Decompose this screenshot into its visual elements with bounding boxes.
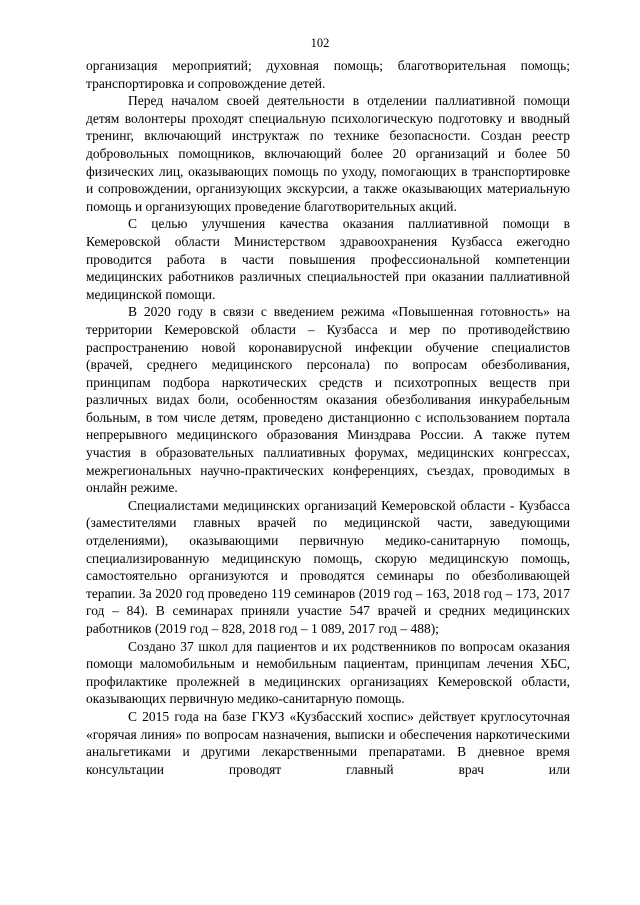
paragraph-seminars: Специалистами медицинских организаций Кемеровской области - Кузбасса (заместителями главных врачей по медицинской части, заведующими отделениями), оказывающими первичную медико-санитарную помощь, специализированную медицинскую помощь, скорую медицинскую помощь, самостоятельно организуются и проводятся семинары по обезболивающей терапии. За 2020 год проведено 119 семинаров (2019 год – 163, 2018 год – 173, 2017 год – 84). В семинарах приняли участие 547 врачей и средних медицинских работников (2019 год – 828, 2018 год – 1 089, 2017 год – 488); (86, 497, 570, 636)
page-number: 102 (310, 36, 330, 50)
paragraph-2020-remote-training: В 2020 году в связи с введением режима «Повышенная готовность» на территории Кемеровской области – Кузбасса и мер по противодействию распространению новой коронавирусной инфекции обучение специалистов (врачей, среднего медицинского персонала) по вопросам обезболивания, принципам подбора наркотических средств и психотропных веществ при различных видах боли, особенностям оказания обезболивания инкурабельным больным, в том числе детям, проведено дистанционно с использованием портала непрерывного медицинского образования Минздрава России. А также путем участия в образовательных паллиативных форумах, медицинских конгрессах, межрегиональных научно-практических конференциях, съездах, проводимых в онлайн режиме. (86, 304, 570, 496)
body-text (86, 57, 570, 778)
paragraph-hotline: С 2015 года на базе ГКУЗ «Кузбасский хоспис» действует круглосуточная «горячая линия» по вопросам назначения, выписки и обеспечения наркотическими анальгетиками и другими лекарственными препаратами. В дневное время консультации проводят главный врач или (86, 708, 570, 777)
paragraph-quality-improvement: С целью улучшения качества оказания паллиативной помощи в Кемеровской области Министерством здравоохранения Кузбасса ежегодно проводится работа в части повышения профессиональной компетенции медицинских работников различных специальностей при оказании паллиативной медицинской помощи. (86, 216, 570, 302)
paragraph-patient-schools: Создано 37 школ для пациентов и их родственников по вопросам оказания помощи маломобильным и немобильным пациентам, принципам лечения ХБС, профилактике пролежней в медицинских организациях Кемеровской области, оказывающих первичную медико-санитарную помощь. (86, 638, 570, 707)
paragraph-volunteer-activities: организация мероприятий; духовная помощь; благотворительная помощь; транспортировка и сопровождение детей. (86, 58, 570, 91)
paragraph-volunteer-training: Перед началом своей деятельности в отделении паллиативной помощи детям волонтеры проходят специальную психологическую подготовку и вводный тренинг, включающий инструктаж по технике безопасности. Создан реестр добровольных помощников, включающий более 20 организаций и более 50 физических лиц, оказывающих помощь по уходу, помогающих в транспортировке и сопровождении, организующих экскурсии, а также оказывающих материальную помощь и организующих проведение благотворительных акций. (86, 93, 570, 214)
